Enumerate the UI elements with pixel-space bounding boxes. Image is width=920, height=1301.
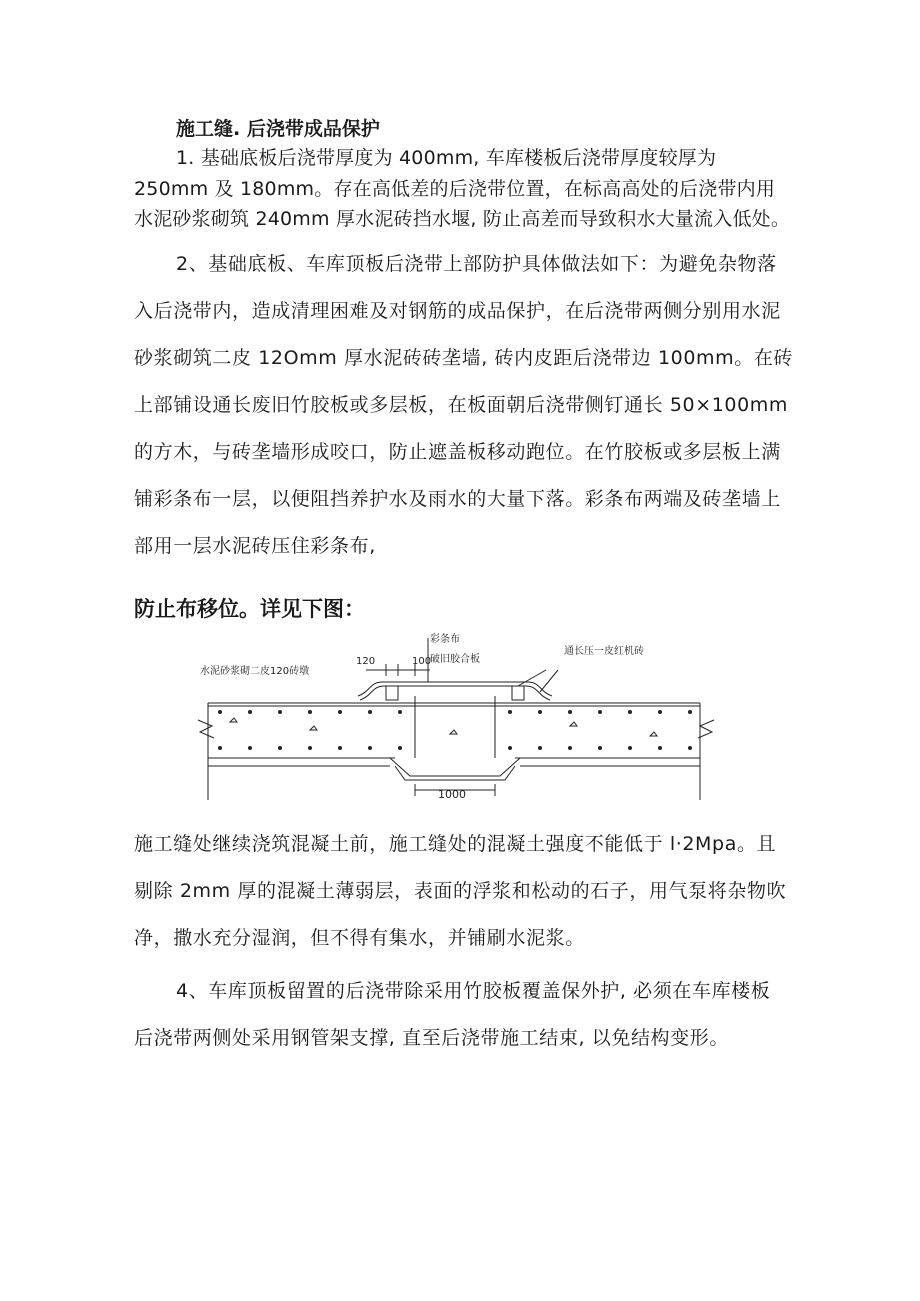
label-brick-pier: 水泥砂浆砌二皮120砖墩 bbox=[200, 666, 310, 677]
para4-line-1: 4、车库顶板留置的后浇带除采用竹胶板覆盖保外护, 必须在车库楼板 bbox=[176, 980, 771, 1002]
leader-brick bbox=[518, 670, 546, 686]
rebar-top-row bbox=[218, 710, 692, 714]
para1-line-1: 1. 基础底板后浇带厚度为 400mm, 车库楼板后浇带厚度较厚为 bbox=[176, 147, 717, 169]
para2-line-6: 铺彩条布一层，以便阻挡养护水及雨水的大量下落。彩条布两端及砖垄墙上 bbox=[134, 488, 781, 510]
aggregate-marks bbox=[230, 718, 657, 736]
para3-line-1: 施工缝处继续浇筑混凝土前，施工缝处的混凝土强度不能低于 l·2Mpa。且 bbox=[134, 833, 777, 855]
para1-line-2: 250mm 及 180mm。存在高低差的后浇带位置，在标高高处的后浇带内用 bbox=[134, 178, 776, 200]
strip-drop-outline bbox=[390, 758, 520, 776]
label-brick: 通长压一皮红机砖 bbox=[564, 646, 644, 657]
dim-100-label: 100 bbox=[412, 656, 432, 667]
brick-pier-left bbox=[386, 686, 398, 700]
para3-line-3: 净，撒水充分湿润，但不得有集水，并铺刷水泥浆。 bbox=[134, 927, 585, 949]
label-board: 破旧胶合板 bbox=[430, 654, 480, 665]
dim-1000-label: 1000 bbox=[438, 788, 466, 801]
break-line-left bbox=[198, 720, 214, 738]
para2-line-4: 上部铺设通长废旧竹胶板或多层板，在板面朝后浇带侧钉通长 50×100mm bbox=[134, 394, 789, 416]
para3-line-2: 剔除 2mm 厚的混凝土薄弱层，表面的浮浆和松动的石子，用气泵将杂物吹 bbox=[134, 880, 787, 902]
brick-pier-right bbox=[512, 686, 524, 700]
rebar-bottom-row bbox=[218, 746, 692, 750]
dim-120-label: 120 bbox=[356, 656, 376, 667]
para2-line-1: 2、基础底板、车库顶板后浇带上部防护具体做法如下：为避免杂物落 bbox=[176, 253, 777, 275]
figure-caption: 防止布移位。详见下图： bbox=[134, 597, 365, 621]
cover-board bbox=[358, 682, 552, 696]
para1-line-3: 水泥砂浆砌筑 240mm 厚水泥砖挡水堰, 防止高差而导致积水大量流入低处。 bbox=[134, 208, 791, 230]
para2-line-7: 部用一层水泥砖压住彩条布, bbox=[134, 535, 376, 557]
para2-line-3: 砂浆砌筑二皮 12Omm 厚水泥砖砖垄墙, 砖内皮距后浇带边 100mm。在砖 bbox=[134, 347, 794, 369]
post-pour-strip-diagram bbox=[190, 630, 722, 802]
label-cloth: 彩条布 bbox=[430, 634, 460, 645]
para2-line-5: 的方木，与砖垄墙形成咬口，防止遮盖板移动跑位。在竹胶板或多层板上满 bbox=[134, 441, 781, 463]
section-heading: 施工缝. 后浇带成品保护 bbox=[176, 118, 380, 140]
para2-line-2: 入后浇带内，造成清理困难及对钢筋的成品保护，在后浇带两侧分别用水泥 bbox=[134, 300, 781, 322]
para4-line-2: 后浇带两侧处采用钢管架支撑, 直至后浇带施工结束, 以免结构变形。 bbox=[134, 1027, 729, 1049]
